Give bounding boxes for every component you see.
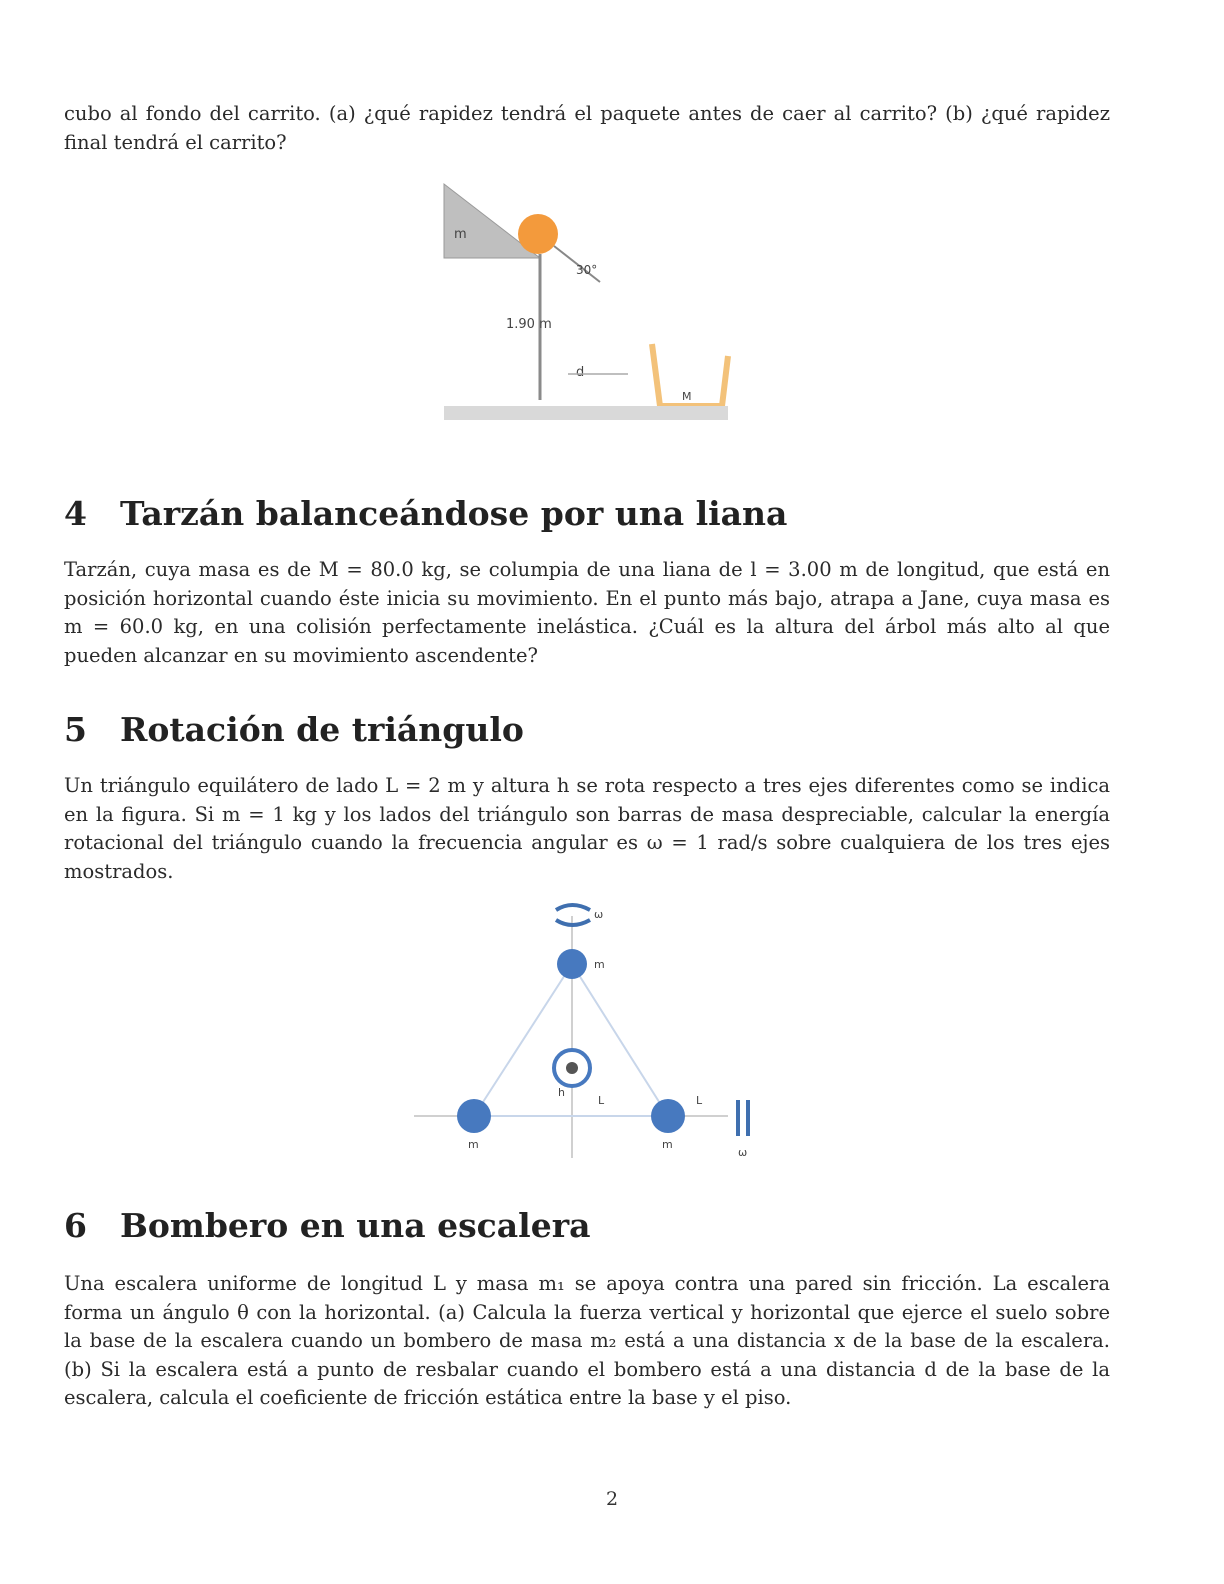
section-title: Rotación de triángulo (120, 710, 524, 749)
height-label: 1.90 m (506, 317, 552, 332)
figure-triangle-rotation (408, 896, 778, 1166)
section-heading-5 (64, 710, 524, 749)
section-number: 4 (64, 494, 87, 533)
section-title: Bombero en una escalera (120, 1206, 591, 1245)
section-heading-4 (64, 494, 787, 533)
cart-mass-label: M (682, 390, 692, 403)
ground (444, 406, 728, 420)
section-number: 6 (64, 1206, 87, 1245)
angle-label: 30° (576, 263, 598, 277)
mass-ball (518, 214, 558, 254)
section-title: Tarzán balanceándose por una liana (120, 494, 788, 533)
mass-top (557, 949, 587, 979)
section-number: 5 (64, 710, 87, 749)
side-label: L (598, 1094, 605, 1107)
figure-incline-cart (430, 178, 750, 438)
axis-top-label: ω (594, 908, 604, 921)
base-label: L (696, 1094, 703, 1107)
mass-top-label: m (594, 958, 605, 971)
mass-right (651, 1099, 685, 1133)
right-axis-rotation-icon (738, 1100, 748, 1136)
intro-paragraph: cubo al fondo del carrito. (a) ¿qué rapidez tendrá el paquete antes de caer al carrito? (b) ¿qué rapidez final tendrá el carrito? (64, 102, 1110, 154)
mass-left (457, 1099, 491, 1133)
section-4-paragraph: Tarzán, cuya masa es de M = 80.0 kg, se columpia de una liana de l = 3.00 m de longitud, que está en posición horizontal cuando éste inicia su movimiento. En el punto más bajo, atrapa a Jane, cuya masa es m = 60.0 kg, en una colisión perfectamente inelástica. ¿Cuál es la altura del árbol más alto al que pueden alcanzar en su movimiento ascendente? (64, 558, 1110, 667)
mass-right-label: m (662, 1138, 673, 1151)
axis-right-label: ω (738, 1146, 748, 1159)
page-number: 2 (605, 1488, 619, 1510)
section-6-paragraph: Una escalera uniforme de longitud L y masa m₁ se apoya contra una pared sin fricción. La escalera forma un ángulo θ con la horizontal. (a) Calcula la fuerza vertical y horizontal que ejerce el suelo sobre la base de la escalera cuando un bombero de masa m₂ está a una distancia x de la base de la escalera. (b) Si la escalera está a punto de resbalar cuando el bombero está a una distancia d de la base de la escalera, calcula el coeficiente de fricción estática entre la base y el piso. (64, 1272, 1110, 1409)
section-heading-6 (64, 1206, 590, 1245)
center-label: h (558, 1086, 565, 1099)
mass-left-label: m (468, 1138, 479, 1151)
section-5-paragraph: Un triángulo equilátero de lado L = 2 m y altura h se rota respecto a tres ejes diferentes como se indica en la figura. Si m = 1 kg y los lados del triángulo son barras de masa despreciable, calcular la energía rotacional del triángulo cuando la frecuencia angular es ω = 1 rad/s sobre cualquiera de los tres ejes mostrados. (64, 774, 1110, 883)
mass-label: m (454, 227, 467, 242)
distance-label: d (576, 365, 585, 380)
